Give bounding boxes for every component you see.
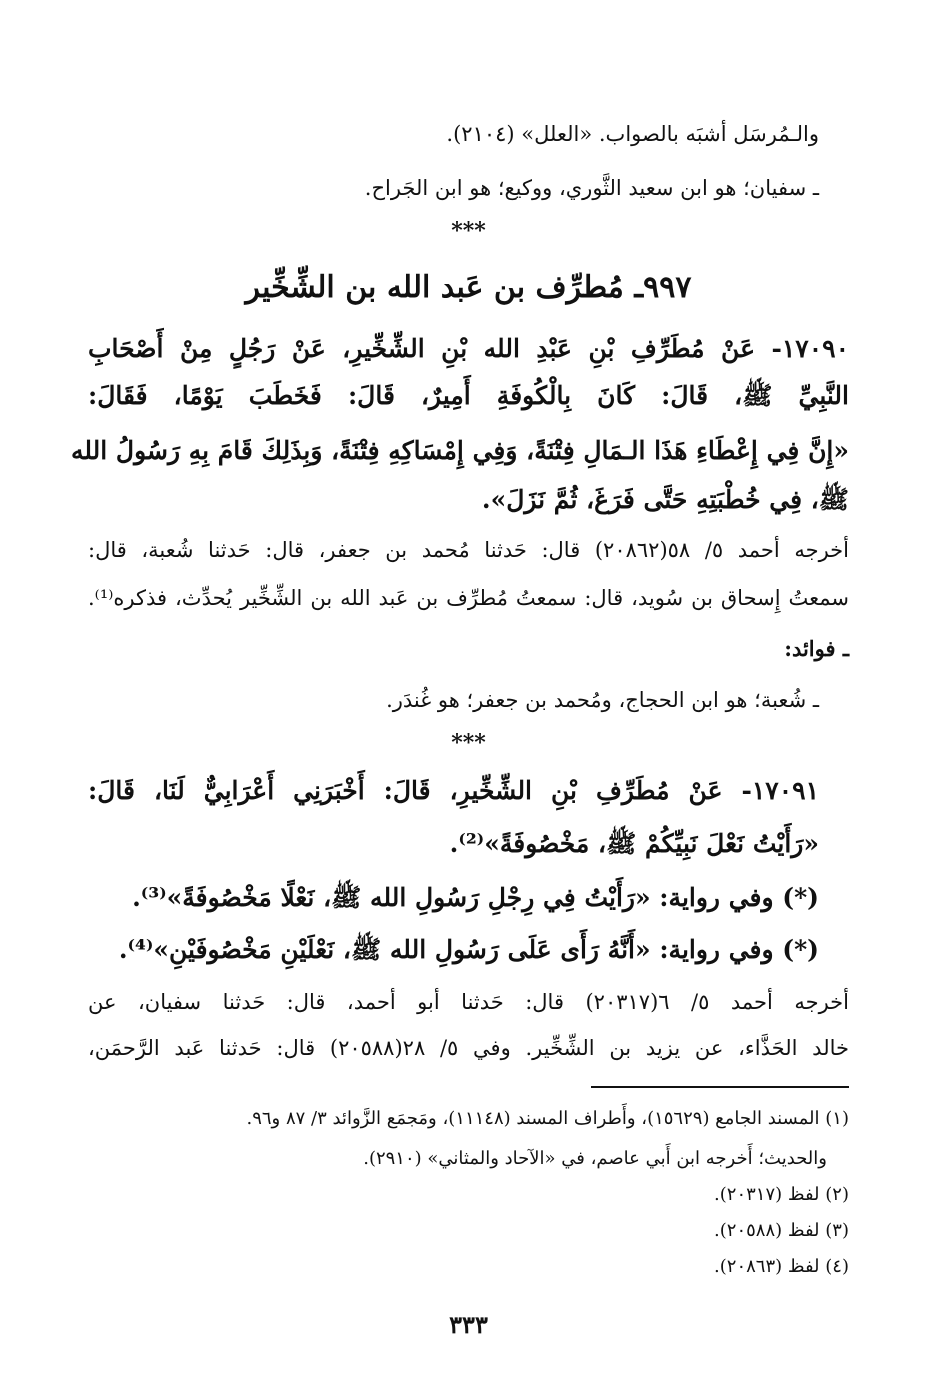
hadith-17090-line-4: ﷺ، فِي خُطْبَتِهِ حَتَّى فَرَغَ، ثُمَّ نَزَلَ». — [481, 485, 849, 514]
separator-stars: *** — [451, 218, 486, 244]
chapter-heading: ٩٩٧ـ مُطرِّف بن عَبد الله بن الشِّخِّير — [245, 270, 692, 305]
hadith-17091-line-1: ١٧٠٩١- عَنْ مُطَرِّفِ بْنِ الشِّخِّيرِ، قَالَ: أَخْبَرَنِي أَعْرَابِيٌّ لَنَا، قَالَ: — [88, 776, 819, 805]
page-number: ٣٣٣ — [449, 1310, 488, 1339]
footnote-1-continuation: والحديث؛ أَخرجه ابن أَبي عاصم، في «الآحاد والمثاني» (٢٩١٠). — [363, 1148, 827, 1169]
footnote-2: (٢) لفظ (٢٠٣١٧). — [714, 1184, 849, 1205]
hadith-17091-line-2: «رَأَيْتُ نَعْلَ نَبِيِّكُمْ ﷺ، مَخْصُوفَةً»⁽²⁾. — [449, 829, 819, 858]
takhrij-1-line-2: سمعتُ إِسحاق بن سُويد، قال: سمعتُ مُطرِّف بن عَبد الله بن الشِّخِّير يُحدِّث، فذكره⁽¹⁾. — [88, 586, 850, 610]
takhrij-2-line-1: أخرجه أحمد ٥/ ٦(٢٠٣١٧) قال: حَدثنا أبو أحمد، قال: حَدثنا سفيان، عن — [88, 990, 849, 1014]
hadith-17090-line-2: النَّبِيِّ ﷺ، قَالَ: كَانَ بِالْكُوفَةِ أَمِيرٌ، قَالَ: فَخَطَبَ يَوْمًا، فَقَالَ: — [88, 381, 849, 410]
separator-stars: *** — [451, 730, 486, 756]
riwaya-2: (*) وفي رواية: «أَنَّهُ رَأَى عَلَى رَسُولِ الله ﷺ، نَعْلَيْنِ مَخْصُوفَيْنِ»⁽⁴⁾. — [118, 935, 819, 964]
riwaya-1: (*) وفي رواية: «رَأَيْتُ فِي رِجْلِ رَسُولِ الله ﷺ، نَعْلًا مَخْصُوفَةً»⁽³⁾. — [132, 883, 819, 912]
hadith-17090-line-1: ١٧٠٩٠- عَنْ مُطَرِّفِ بْنِ عَبْدِ الله بْنِ الشِّخِّيرِ، عَنْ رَجُلٍ مِنْ أَصْحَابِ — [88, 334, 849, 363]
hadith-17090-line-3: «إِنَّ فِي إِعْطَاءِ هَذَا الـمَالِ فِتْنَةً، وَفِي إِمْسَاكِهِ فِتْنَةً، وَبِذَلِكَ قَامَ بِهِ رَسُولُ الله — [70, 436, 849, 465]
takhrij-2-line-2: خالد الحَذَّاء، عن يزيد بن الشِّخِّير. وفي ٥/ ٢٨(٢٠٥٨٨) قال: حَدثنا عَبد الرَّحمَن، — [88, 1036, 849, 1060]
footnote-divider — [591, 1086, 849, 1088]
mursal-note-line: والـمُرسَل أشبَه بالصواب. «العلل» (٢١٠٤). — [446, 122, 819, 146]
fawaid-label: ـ فوائد: — [784, 636, 849, 661]
footnote-3: (٣) لفظ (٢٠٥٨٨). — [714, 1220, 849, 1241]
fawaid-line: ـ شُعبة؛ هو ابن الحجاج، ومُحمد بن جعفر؛ هو غُندَر. — [386, 688, 819, 712]
takhrij-1-line-1: أخرجه أحمد ٥/ ٥٨(٢٠٨٦٢) قال: حَدثنا مُحمد بن جعفر، قال: حَدثنا شُعبة، قال: — [88, 538, 849, 562]
footnote-4: (٤) لفظ (٢٠٨٦٣). — [714, 1256, 849, 1277]
footnote-1: (١) المسند الجامع (١٥٦٢٩)، وأَطراف المسند (١١١٤٨)، ومَجمَع الزَّوائد ٣/ ٨٧ و٩٦. — [246, 1108, 849, 1129]
sufyan-note-line: ـ سفيان؛ هو ابن سعيد الثَّوري، ووكيع؛ هو ابن الجَراح. — [364, 176, 819, 200]
